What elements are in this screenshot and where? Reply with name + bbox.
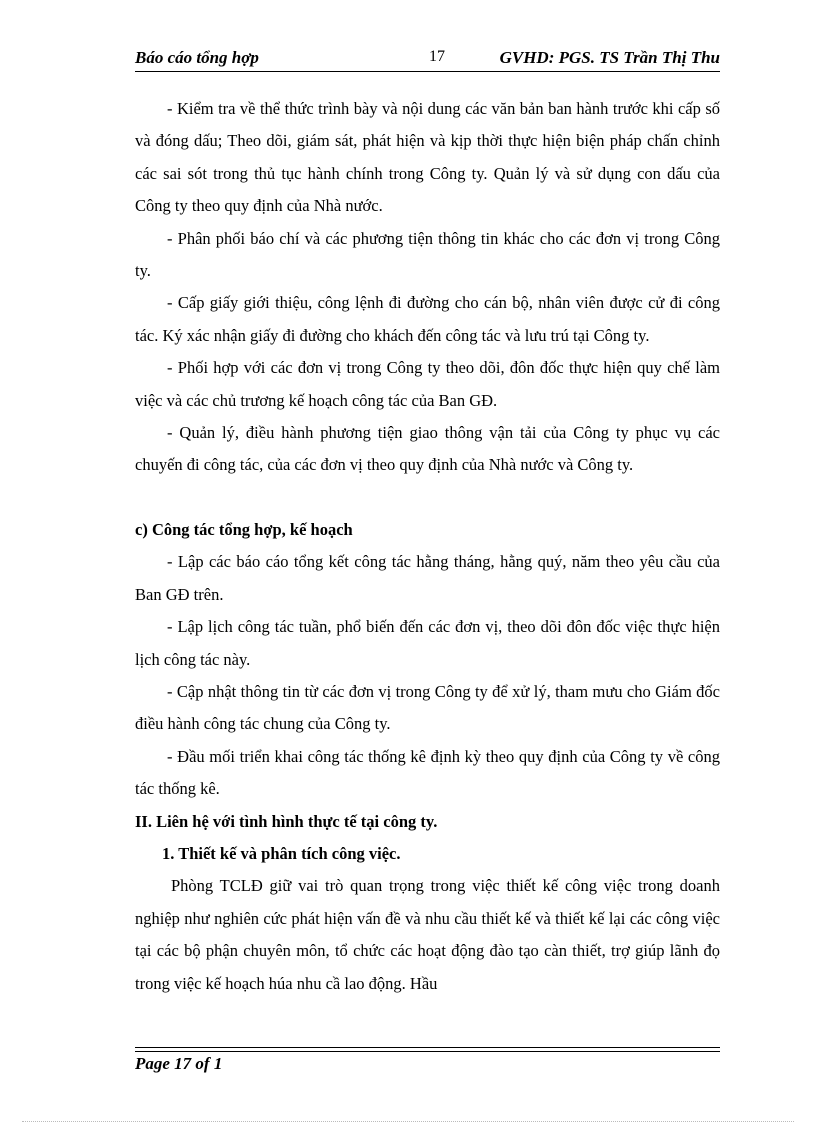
header-title: Báo cáo tổng hợp (135, 48, 259, 67)
header-supervisor: GVHD: PGS. TS Trần Thị Thu (499, 48, 720, 67)
list-item: - Cập nhật thông tin từ các đơn vị trong Công ty để xử lý, tham mưu cho Giám đốc điều hành công tác chung của Công ty. (135, 681, 720, 734)
section-ii-heading: II. Liên hệ với tình hình thực tế tại công ty. (135, 811, 438, 831)
subsection-heading: 1. Thiết kế và phân tích công việc. (162, 843, 401, 863)
document-body (135, 93, 720, 1000)
paragraph: - Quản lý, điều hành phương tiện giao thông vận tải của Công ty phục vụ các chuyến đi công tác, của các đơn vị theo quy định của Nhà nước và Công ty. (135, 423, 720, 475)
page-header (135, 46, 720, 72)
header-rule (135, 71, 720, 72)
page-footer: Page 17 of 1 (135, 1054, 223, 1073)
paragraph: - Kiểm tra về thể thức trình bày và nội dung các văn bản ban hành trước khi cấp số và đóng dấu; Theo dõi, giám sát, phát hiện và kịp thời thực hiện biện pháp chấn chỉnh các sai sót trong thủ tục hành chính trong Công ty. Quản lý và sử dụng con dấu của Công ty theo quy định của Nhà nước. (135, 99, 720, 216)
list-item: - Lập lịch công tác tuần, phổ biến đến các đơn vị, theo dõi đôn đốc việc thực hiện lịch công tác này. (135, 617, 720, 669)
paragraph: - Cấp giấy giới thiệu, công lệnh đi đường cho cán bộ, nhân viên được cử đi công tác. Ký xác nhận giấy đi đường cho khách đến công tác và lưu trú tại Công ty. (135, 293, 720, 345)
header-page-number: 17 (429, 48, 445, 65)
footer-rule-thin (135, 1051, 720, 1052)
paragraph: - Phân phối báo chí và các phương tiện thông tin khác cho các đơn vị trong Công ty. (135, 228, 720, 281)
paragraph: - Phối hợp với các đơn vị trong Công ty theo dõi, đôn đốc thực hiện quy chế làm việc và các chủ trương kế hoạch công tác của Ban GĐ. (135, 358, 720, 410)
footer-rule (135, 1047, 720, 1048)
list-item: - Lập các báo cáo tổng kết công tác hằng tháng, hằng quý, năm theo yêu cầu của Ban GĐ trên. (135, 552, 720, 604)
list-item: - Đầu mối triển khai công tác thống kê định kỳ theo quy định của Công ty về công tác thống kê. (135, 746, 720, 799)
paragraph: Phòng TCLĐ giữ vai trò quan trọng trong việc thiết kế công việc trong doanh nghiệp như nghiên cức phát hiện vấn đề và nhu cầu thiết kế và thiết kế lại các công việc tại các bộ phận chuyên môn, tổ chức các hoạt động đào tạo càn thiết, trợ giúp lãnh đọ trong việc kế hoạch húa nhu cầ lao động. Hầu (135, 876, 720, 993)
page-edge-divider (22, 1121, 794, 1122)
section-c-heading: c) Công tác tổng hợp, kế hoạch (135, 519, 353, 539)
